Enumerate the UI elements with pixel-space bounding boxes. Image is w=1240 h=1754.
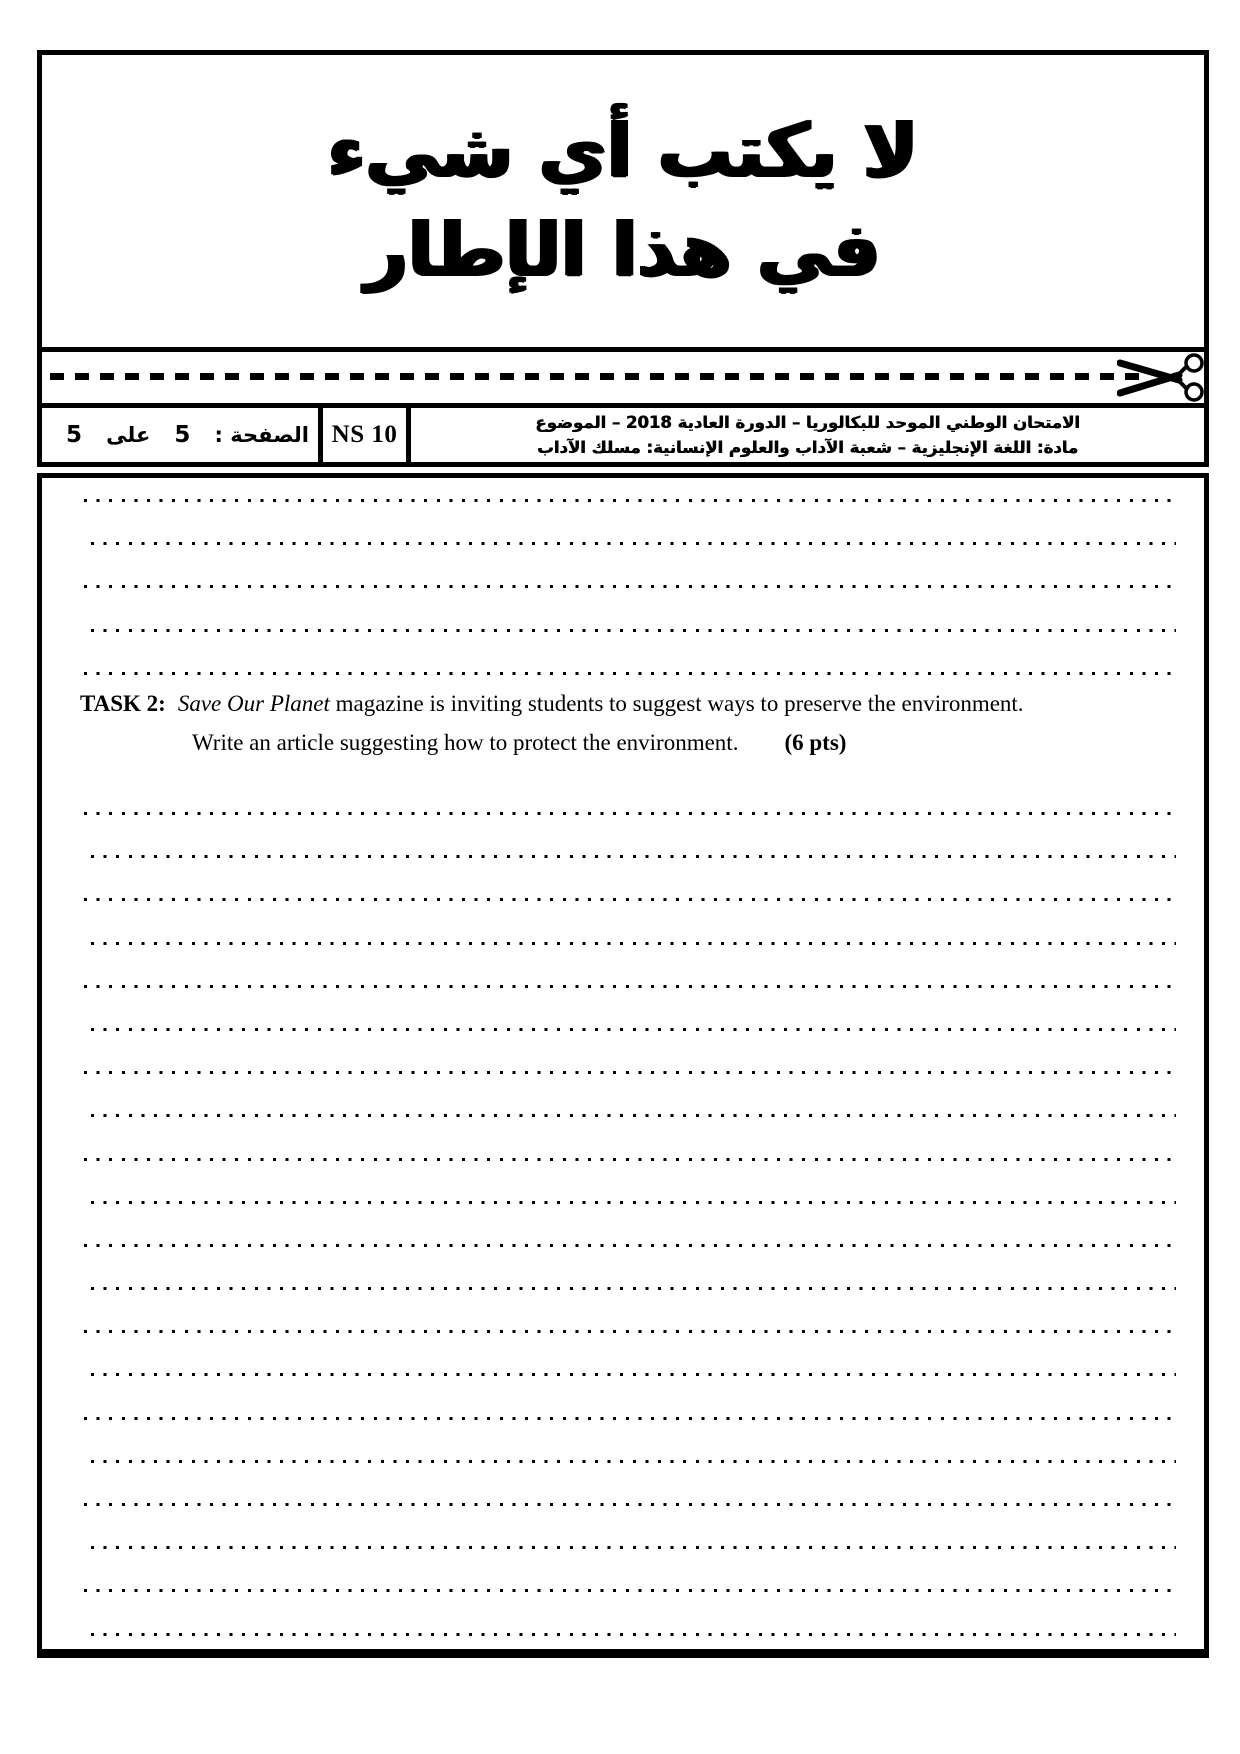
page-label: الصفحة : [214,423,309,447]
writing-line [91,1633,1176,1636]
writing-line [84,985,1180,988]
writing-line [84,1158,1180,1161]
writing-line [91,942,1176,945]
writing-line [84,1503,1180,1506]
task2-text: magazine is inviting students to suggest ways to preserve the environment. [329,691,1024,716]
writing-line [91,1114,1176,1117]
writing-line [84,1417,1180,1420]
writing-lines-top [84,499,1180,715]
writing-line [91,1287,1176,1290]
writing-line [84,898,1180,901]
writing-line [91,855,1176,858]
writing-line [91,1460,1176,1463]
writing-line [91,542,1176,545]
exam-title-line: الامتحان الوطني الموحد للبكالوريا – الدورة العادية 2018 – الموضوع [535,413,1080,432]
do-not-write-line2: في هذا الإطار [365,207,881,293]
cut-line-strip [37,352,1209,408]
writing-line [84,672,1180,675]
do-not-write-line1: لا يكتب أي شيء [327,108,919,195]
page-number-cell [42,408,323,462]
page-of-word: على [106,423,151,447]
writing-line [91,629,1176,632]
exam-header-row [37,408,1209,467]
task2-prompt [80,690,1164,756]
writing-line [84,1244,1180,1247]
exam-code-cell [323,408,411,462]
writing-line [91,1546,1176,1549]
do-not-write-frame [37,50,1209,352]
writing-line [91,1201,1176,1204]
writing-lines-bottom [84,812,1180,1676]
writing-line [84,1071,1180,1074]
task2-instruction: Write an article suggesting how to protect the environment. [192,729,739,755]
cut-dashed-line [50,373,1142,380]
page-current: 5 [174,422,191,448]
task2-line2 [80,729,1164,757]
scissors-icon [1117,353,1211,403]
task2-points: (6 pts) [784,729,847,755]
task2-line1 [80,690,1164,718]
task2-magazine-name: Save Our Planet [177,691,330,716]
writing-line [91,1028,1176,1031]
exam-code: NS 10 [331,421,398,448]
exam-title-cell [411,408,1204,462]
writing-line [91,1373,1176,1376]
writing-line [84,812,1180,815]
task2-label: TASK 2: [80,691,166,716]
page-total: 5 [66,422,83,448]
writing-line [84,1589,1180,1592]
exam-subject-line: مادة: اللغة الإنجليزية – شعبة الآداب والعلوم الإنسانية: مسلك الآداب [537,438,1078,457]
writing-line [84,1330,1180,1333]
writing-line [84,499,1180,502]
answer-area [37,473,1209,1658]
writing-line [84,585,1180,588]
